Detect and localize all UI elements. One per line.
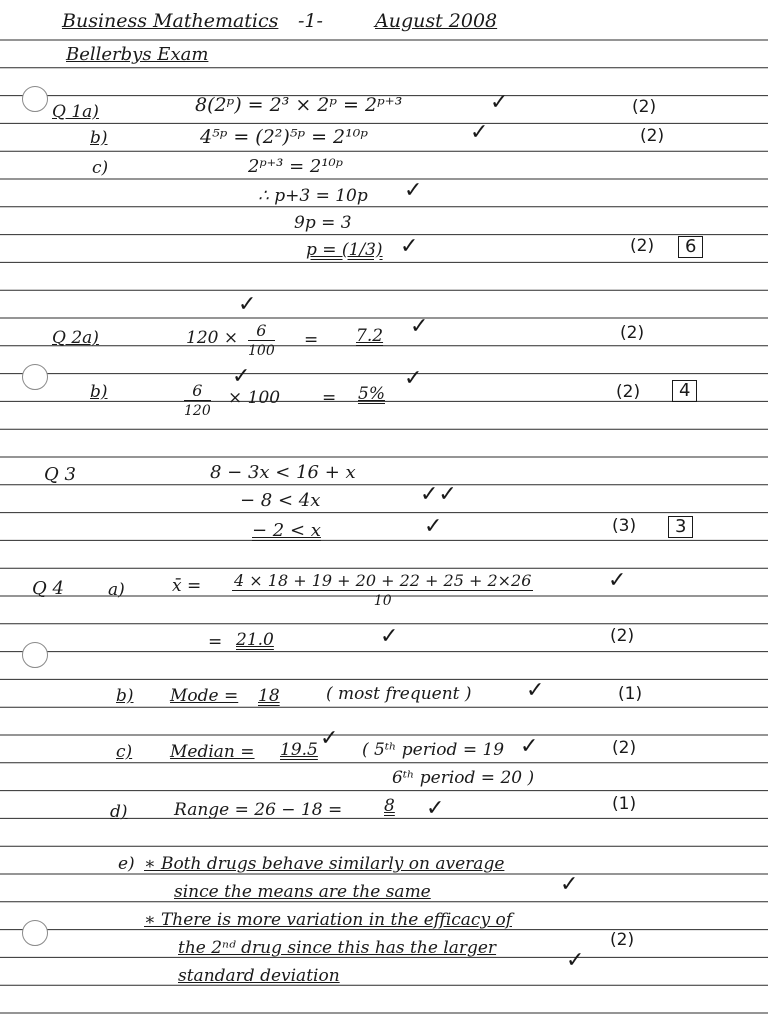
q4e-line4: the 2ⁿᵈ drug since this has the larger: [178, 938, 497, 958]
tick-mark: ✓: [526, 678, 545, 703]
q2-total-box: 4: [672, 380, 697, 402]
page-date: August 2008: [375, 10, 498, 32]
tick-mark: ✓: [520, 734, 539, 759]
tick-mark: ✓: [400, 234, 419, 259]
q4e-line2: since the means are the same: [174, 882, 431, 902]
q4c-marks: (2): [612, 738, 637, 758]
q4c-note-line2: 6ᵗʰ period = 20 ): [392, 768, 535, 788]
q1b-expression: 4⁵ᵖ = (2²)⁵ᵖ = 2¹⁰ᵖ: [200, 126, 368, 148]
q4c-text: Median =: [170, 742, 255, 762]
q1a-expression: 8(2ᵖ) = 2³ × 2ᵖ = 2ᵖ⁺³: [195, 94, 403, 116]
q4b-value: 18: [258, 686, 280, 706]
tick-mark: ✓: [608, 568, 627, 593]
q2b-denominator: 120: [184, 403, 211, 420]
q2b-equals: =: [322, 388, 337, 408]
q4d-text: Range = 26 − 18 =: [174, 800, 343, 820]
q4a-label: a): [108, 580, 125, 600]
q4c-note-line1: ( 5ᵗʰ period = 19: [362, 740, 505, 760]
q2a-numerator: 6: [248, 322, 275, 341]
q1c-marks: (2): [630, 236, 655, 256]
q2a-fraction: [248, 322, 275, 359]
q1c-answer: p = (1/3): [306, 240, 383, 260]
tick-mark: ✓✓: [420, 482, 457, 507]
q3-marks: (3): [612, 516, 637, 536]
q4b-marks: (1): [618, 684, 643, 704]
q4e-marks: (2): [610, 930, 635, 950]
q1c-line1: 2ᵖ⁺³ = 2¹⁰ᵖ: [248, 156, 343, 177]
q4c-label: c): [116, 742, 133, 762]
punch-hole: [22, 364, 48, 390]
tick-mark: ✓: [566, 948, 585, 973]
q4a-lhs: x̄ =: [172, 576, 202, 596]
q4d-label: d): [110, 802, 128, 822]
q2b-numerator: 6: [184, 382, 211, 401]
q4e-line5: standard deviation: [178, 966, 340, 986]
q4-label: Q 4: [32, 578, 64, 599]
q3-line1: 8 − 3x < 16 + x: [210, 462, 356, 483]
page-title: Business Mathematics: [62, 10, 279, 32]
q3-line2: − 8 < 4x: [240, 490, 321, 511]
q4a-numerator: 4 × 18 + 19 + 20 + 22 + 25 + 2×26: [234, 571, 532, 590]
tick-mark: ✓: [410, 314, 429, 339]
tick-mark: ✓: [404, 366, 423, 391]
q4a-fraction: [232, 572, 533, 609]
tick-mark: ✓: [238, 292, 257, 317]
q3-answer: − 2 < x: [252, 520, 321, 541]
q4a-equals: =: [208, 632, 223, 652]
q2a-equals: =: [304, 330, 319, 350]
punch-hole: [22, 642, 48, 668]
q2b-label: b): [90, 382, 108, 402]
q4e-line1: ∗ Both drugs behave similarly on average: [144, 854, 505, 874]
q2b-result: 5%: [358, 384, 385, 404]
q2b-fraction: [184, 382, 211, 419]
q4e-line3: ∗ There is more variation in the efficacy of: [144, 910, 512, 930]
tick-mark: ✓: [380, 624, 399, 649]
page-subtitle: Bellerbys Exam: [66, 44, 209, 65]
q4b-note: ( most frequent ): [326, 684, 472, 704]
tick-mark: ✓: [232, 364, 251, 389]
q4d-marks: (1): [612, 794, 637, 814]
q2a-result: 7.2: [356, 326, 384, 346]
q2a-left: 120 ×: [186, 328, 239, 348]
tick-mark: ✓: [424, 514, 443, 539]
q4e-label: e): [118, 854, 135, 874]
q4a-marks: (2): [610, 626, 635, 646]
q4d-value: 8: [384, 796, 395, 816]
q1-total-box: 6: [678, 236, 703, 258]
q2a-marks: (2): [620, 323, 645, 343]
tick-mark: ✓: [404, 178, 423, 203]
q1c-line3: 9p = 3: [294, 213, 352, 233]
q3-label: Q 3: [44, 464, 76, 485]
page-marker: -1-: [298, 10, 323, 32]
q1-label: Q 1a): [52, 102, 99, 122]
punch-hole: [22, 86, 48, 112]
q2a-denominator: 100: [248, 343, 275, 360]
q1b-label: b): [90, 128, 108, 148]
q2b-multiplier: × 100: [228, 388, 281, 408]
q4b-label: b): [116, 686, 134, 706]
q1c-line2: ∴ p+3 = 10p: [258, 186, 368, 206]
q2b-marks: (2): [616, 382, 641, 402]
tick-mark: ✓: [560, 872, 579, 897]
q1b-marks: (2): [640, 126, 665, 146]
tick-mark: ✓: [426, 796, 445, 821]
punch-hole: [22, 920, 48, 946]
tick-mark: ✓: [470, 120, 489, 145]
q4c-value: 19.5: [280, 740, 318, 760]
tick-mark: ✓: [490, 90, 509, 115]
q4a-denominator: 10: [373, 593, 392, 610]
q4b-text: Mode =: [170, 686, 239, 706]
tick-mark: ✓: [320, 726, 339, 751]
q1c-label: c): [92, 158, 109, 178]
q1a-marks: (2): [632, 97, 657, 117]
q2-label: Q 2a): [52, 328, 99, 348]
q3-total-box: 3: [668, 516, 693, 538]
q4a-result: 21.0: [236, 630, 274, 650]
